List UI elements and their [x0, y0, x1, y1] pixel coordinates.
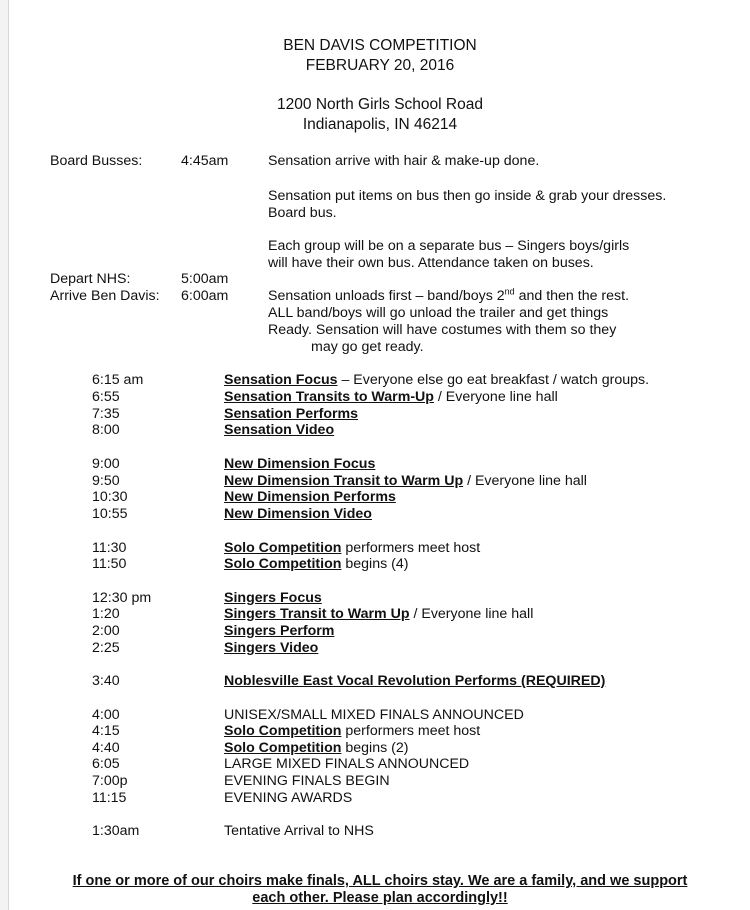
depart-time: 5:00am: [181, 271, 229, 287]
schedule-time: 11:30: [92, 540, 127, 556]
schedule-item: [224, 406, 358, 422]
arrive-time: 6:00am: [181, 288, 229, 304]
schedule-time: 10:30: [92, 489, 128, 505]
schedule-time: 12:30 pm: [92, 590, 152, 606]
schedule-note: Tentative Arrival to NHS: [224, 823, 374, 839]
logistics-note-4a: [268, 288, 629, 304]
schedule-item: [224, 756, 469, 772]
schedule-time: 8:00: [92, 422, 120, 438]
note-4a-tail: and then the rest.: [514, 288, 630, 304]
schedule-event: Singers Focus: [224, 590, 322, 606]
logistics-note-3a: Each group will be on a separate bus – Singers boys/girls: [268, 238, 630, 254]
schedule-item: [224, 623, 334, 639]
schedule-note: performers meet host: [341, 723, 481, 739]
logistics-note-2b: Board bus.: [268, 205, 337, 221]
document-page: [8, 0, 750, 910]
schedule-item: [224, 707, 524, 723]
doc-title: BEN DAVIS COMPETITION: [283, 37, 477, 54]
schedule-time: 4:40: [92, 740, 120, 756]
footer-line-1: If one or more of our choirs make finals, ALL choirs stay. We are a family, and we support: [72, 873, 688, 889]
schedule-time: 7:35: [92, 406, 120, 422]
logistics-note-1: Sensation arrive with hair & make-up done.: [268, 153, 540, 169]
schedule-event: Solo Competition: [224, 540, 342, 556]
schedule-time: 6:05: [92, 756, 120, 772]
schedule-time: 1:20: [92, 606, 120, 622]
schedule-time: 4:15: [92, 723, 120, 739]
depart-label: Depart NHS:: [50, 271, 131, 287]
schedule-event: New Dimension Performs: [224, 489, 396, 505]
schedule-note: performers meet host: [341, 540, 481, 556]
schedule-note: / Everyone line hall: [463, 473, 587, 489]
schedule-item: [224, 422, 334, 438]
logistics-note-4b: ALL band/boys will go unload the trailer and get things: [268, 305, 609, 321]
schedule-item: [224, 606, 533, 622]
schedule-item: [224, 506, 372, 522]
schedule-time: 3:40: [92, 673, 120, 689]
schedule-event: Singers Perform: [224, 623, 335, 639]
schedule-event: Sensation Transits to Warm-Up: [224, 389, 434, 405]
schedule-item: [224, 456, 375, 472]
address-line-2: Indianapolis, IN 46214: [302, 116, 458, 133]
logistics-note-3b: will have their own bus. Attendance taken on buses.: [268, 255, 594, 271]
schedule-time: 7:00p: [92, 773, 128, 789]
address-line-1: 1200 North Girls School Road: [277, 96, 483, 113]
board-label: Board Busses:: [50, 153, 143, 169]
schedule-event: New Dimension Focus: [224, 456, 376, 472]
note-4a-sup: nd: [504, 286, 515, 297]
schedule-event: Sensation Focus: [224, 372, 338, 388]
schedule-event: Sensation Performs: [224, 406, 359, 422]
schedule-time: 2:00: [92, 623, 120, 639]
schedule-item: [224, 590, 322, 606]
arrive-label: Arrive Ben Davis:: [50, 288, 160, 304]
schedule-event: Singers Video: [224, 640, 319, 656]
schedule-item: [224, 489, 396, 505]
schedule-event: New Dimension Transit to Warm Up: [224, 473, 464, 489]
logistics-note-2a: Sensation put items on bus then go inside & grab your dresses.: [268, 188, 667, 204]
schedule-item: [224, 773, 390, 789]
schedule-event: Noblesville East Vocal Revolution Performs (REQUIRED): [224, 673, 606, 689]
schedule-item: [224, 372, 649, 388]
schedule-item: [224, 389, 558, 405]
schedule-time: 11:50: [92, 556, 127, 572]
schedule-time: 6:55: [92, 389, 120, 405]
schedule-time: 9:50: [92, 473, 120, 489]
note-4a-text: Sensation unloads first – band/boys 2: [268, 288, 505, 304]
schedule-time: 11:15: [92, 790, 127, 806]
schedule-item: [224, 723, 480, 739]
schedule-note: LARGE MIXED FINALS ANNOUNCED: [224, 756, 470, 772]
schedule-item: [224, 540, 480, 556]
schedule-note: – Everyone else go eat breakfast / watch groups.: [337, 372, 650, 388]
schedule-item: [224, 640, 318, 656]
schedule-item: [224, 673, 605, 689]
board-time: 4:45am: [181, 153, 229, 169]
schedule-item: [224, 790, 352, 806]
schedule-note: EVENING AWARDS: [224, 790, 353, 806]
schedule-time: 10:55: [92, 506, 128, 522]
schedule-item: [224, 556, 408, 572]
schedule-time: 1:30am: [92, 823, 140, 839]
schedule-note: UNISEX/SMALL MIXED FINALS ANNOUNCED: [224, 707, 524, 723]
schedule-item: [224, 473, 587, 489]
logistics-note-4c: Ready. Sensation will have costumes with them so they: [268, 322, 617, 338]
logistics-note-4d: may go get ready.: [311, 339, 424, 355]
footer-line-2: each other. Please plan accordingly!!: [252, 890, 508, 906]
schedule-event: Singers Transit to Warm Up: [224, 606, 410, 622]
schedule-event: Solo Competition: [224, 556, 342, 572]
schedule-time: 2:25: [92, 640, 120, 656]
schedule-note: EVENING FINALS BEGIN: [224, 773, 390, 789]
schedule-note: begins (4): [341, 556, 409, 572]
schedule-event: New Dimension Video: [224, 506, 372, 522]
schedule-note: / Everyone line hall: [433, 389, 558, 405]
schedule-item: [224, 740, 408, 756]
schedule-time: 4:00: [92, 707, 120, 723]
doc-date: FEBRUARY 20, 2016: [305, 57, 455, 74]
schedule-time: 9:00: [92, 456, 120, 472]
schedule-note: / Everyone line hall: [409, 606, 534, 622]
schedule-event: Solo Competition: [224, 723, 342, 739]
schedule-event: Sensation Video: [224, 422, 335, 438]
schedule-event: Solo Competition: [224, 740, 342, 756]
schedule-time: 6:15 am: [92, 372, 144, 388]
schedule-note: begins (2): [341, 740, 409, 756]
schedule-item: [224, 823, 374, 839]
